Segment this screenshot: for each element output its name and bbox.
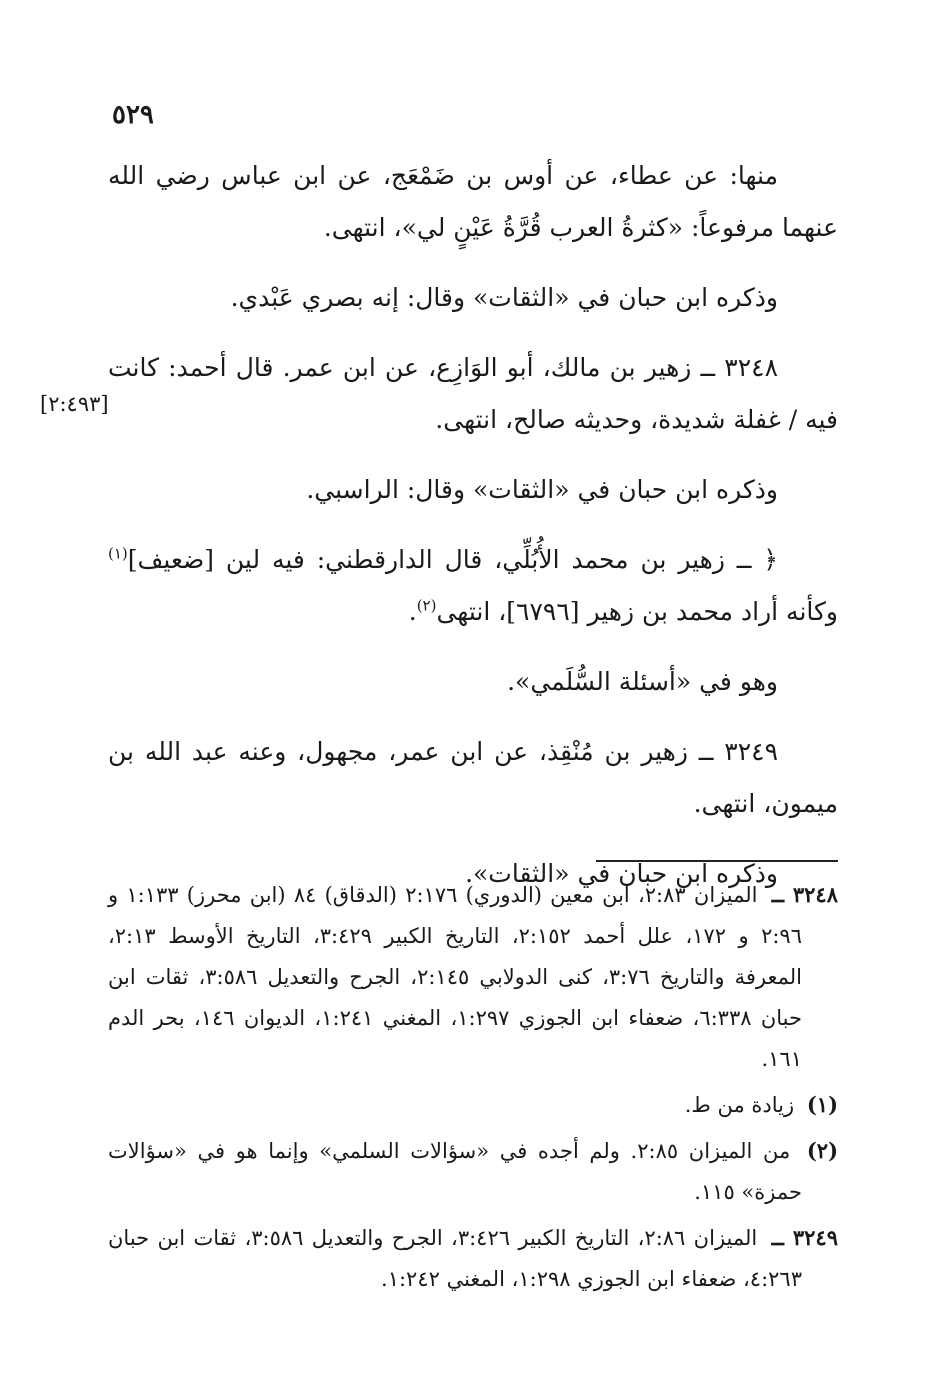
margin-reference: [٢:٤٩٣] bbox=[40, 392, 109, 416]
footnote bbox=[108, 1084, 838, 1126]
paragraph: ٣٢٤٨ ــ زهير بن مالك، أبو الوَازِع، عن ابن عمر. قال أحمد: كانت فيه / غفلة شديدة، وحديثه صالح، انتهى. bbox=[108, 353, 838, 434]
footnote-text: الميزان ٢:٨٣، ابن معين (الدوري) ٢:١٧٦ (الدقاق) ٨٤ (ابن محرز) ١:١٣٣ و ٢:٩٦ و ١٧٢، علل أحمد ٢:١٥٢، التاريخ الكبير ٣:٤٢٩، التاريخ الأوسط ٢:١٣، المعرفة والتاريخ ٣:٧٦، كنى الدولابي ٢:١٤٥، الجرح والتعديل ٣:٥٨٦، ثقات ابن حبان ٦:٣٣٨، ضعفاء ابن الجوزي ١:٢٩٧، المغني ١:٢٤١، الديوان ١٤٦، بحر الدم ١٦١. bbox=[108, 883, 803, 1071]
footnote-text: من الميزان ٢:٨٥. ولم أجده في «سؤالات السلمي» وإنما هو في «سؤالات حمزة» ١١٥. bbox=[108, 1139, 802, 1204]
footnote-label: ٣٢٤٩ ــ bbox=[771, 1225, 838, 1250]
footnote bbox=[108, 1130, 838, 1213]
paragraph: منها: عن عطاء، عن أوس بن ضَمْعَج، عن ابن عباس رضي الله عنهما مرفوعاً: «كثرةُ العرب قُرَّةُ عَيْنٍ لي»، انتهى. bbox=[108, 161, 838, 242]
footnote-text: زيادة من ط. bbox=[684, 1093, 795, 1117]
paragraph: ٣٢٤٩ ــ زهير بن مُنْقِذ، عن ابن عمر، مجهول، وعنه عبد الله بن ميمون، انتهى. bbox=[108, 737, 838, 818]
entry-text: ﴿ ــ زهير بن محمد الأُبُلِّي، قال الدارقطني: فيه لين [ضعيف] bbox=[127, 545, 778, 574]
paragraph: وذكره ابن حبان في «الثقات». bbox=[465, 859, 778, 888]
paragraph: وذكره ابن حبان في «الثقات» وقال: إنه بصري عَبْدي. bbox=[230, 283, 778, 312]
entry-text: وكأنه أراد محمد بن زهير [٦٧٩٦]، انتهى bbox=[436, 597, 838, 626]
footnote-text: الميزان ٢:٨٦، التاريخ الكبير ٣:٤٢٦، الجرح والتعديل ٣:٥٨٦، ثقات ابن حبان ٤:٢٦٣، ضعفاء ابن الجوزي ١:٢٩٨، المغني ١:٢٤٢. bbox=[108, 1226, 802, 1291]
footnote-label: ٣٢٤٨ ــ bbox=[771, 882, 838, 907]
footnote bbox=[108, 1217, 838, 1300]
footnotes bbox=[108, 874, 838, 1304]
footnote bbox=[108, 874, 838, 1080]
page-number: ٥٢٩ bbox=[112, 100, 154, 130]
footnote-label: (٢) bbox=[806, 1138, 839, 1163]
footnote-label: (١) bbox=[806, 1092, 838, 1117]
paragraph: ﴿ ــ زهير بن محمد الأُبُلِّي، قال الدارقطني: فيه لين [ضعيف]$^{(١)}$ وكأنه أراد محمد بن زهير [٦٧٩٦]، انتهى$^{(٢)}$. bbox=[108, 544, 838, 626]
footnote-marker: (١) bbox=[108, 544, 128, 563]
paragraph: وذكره ابن حبان في «الثقات» وقال: الراسبي. bbox=[306, 475, 778, 504]
footnote-marker: (٢) bbox=[416, 596, 437, 615]
footnote-divider bbox=[596, 860, 838, 862]
paragraph: وهو في «أسئلة السُّلَمي». bbox=[507, 667, 778, 696]
main-text bbox=[108, 150, 838, 918]
